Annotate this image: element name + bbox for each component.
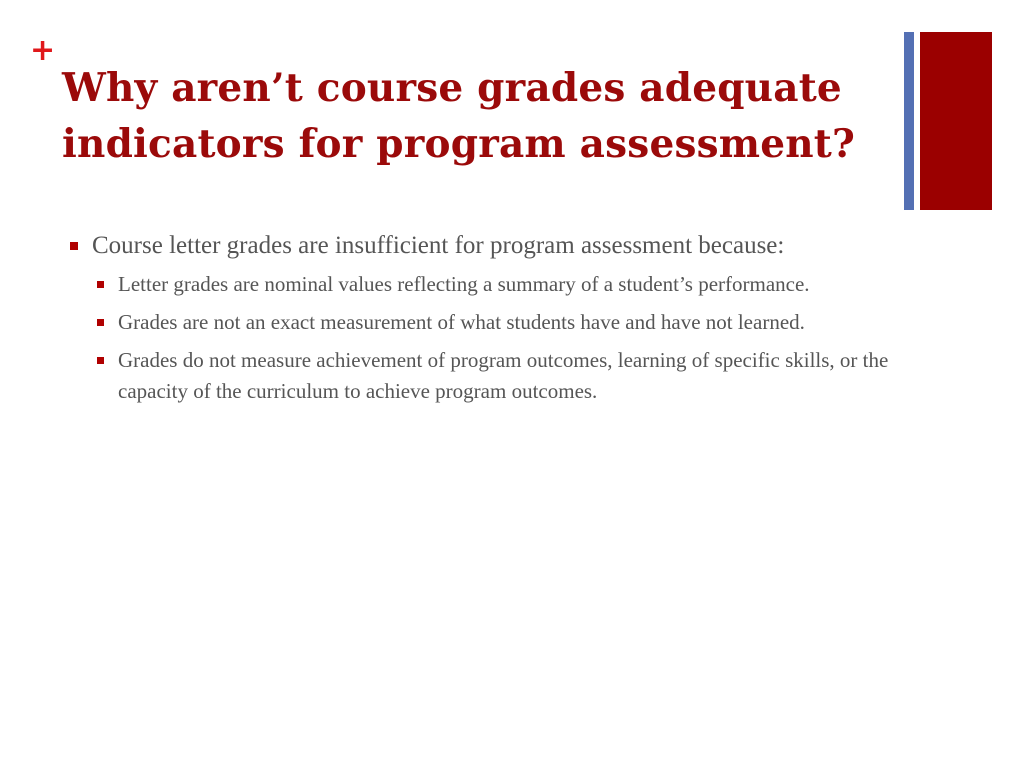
sub-bullet-item (92, 307, 906, 338)
square-bullet-icon (97, 319, 104, 326)
sub-bullet-item (92, 269, 906, 300)
sub-bullet-item (92, 345, 906, 407)
slide-body (66, 229, 906, 414)
bullet-list (66, 229, 906, 407)
square-bullet-icon (97, 281, 104, 288)
sub-bullet-list (92, 269, 906, 407)
sub-bullet-text: Grades do not measure achievement of program outcomes, learning of specific skills, or the capacity of the curriculum to achieve program outcomes. (118, 348, 889, 403)
plus-mark-icon: + (30, 33, 56, 68)
accent-bar-red (920, 32, 992, 210)
sub-bullet-text: Grades are not an exact measurement of what students have and have not learned. (118, 310, 805, 334)
slide-title: Why aren’t course grades adequate indicators for program assessment? (62, 65, 856, 167)
square-bullet-icon (97, 357, 104, 364)
accent-bar-blue (904, 32, 914, 210)
square-bullet-icon (70, 242, 78, 250)
bullet-item (66, 229, 906, 407)
sub-bullet-text: Letter grades are nominal values reflecting a summary of a student’s performance. (118, 272, 810, 296)
bullet-text: Course letter grades are insufficient for program assessment because: (92, 232, 785, 259)
